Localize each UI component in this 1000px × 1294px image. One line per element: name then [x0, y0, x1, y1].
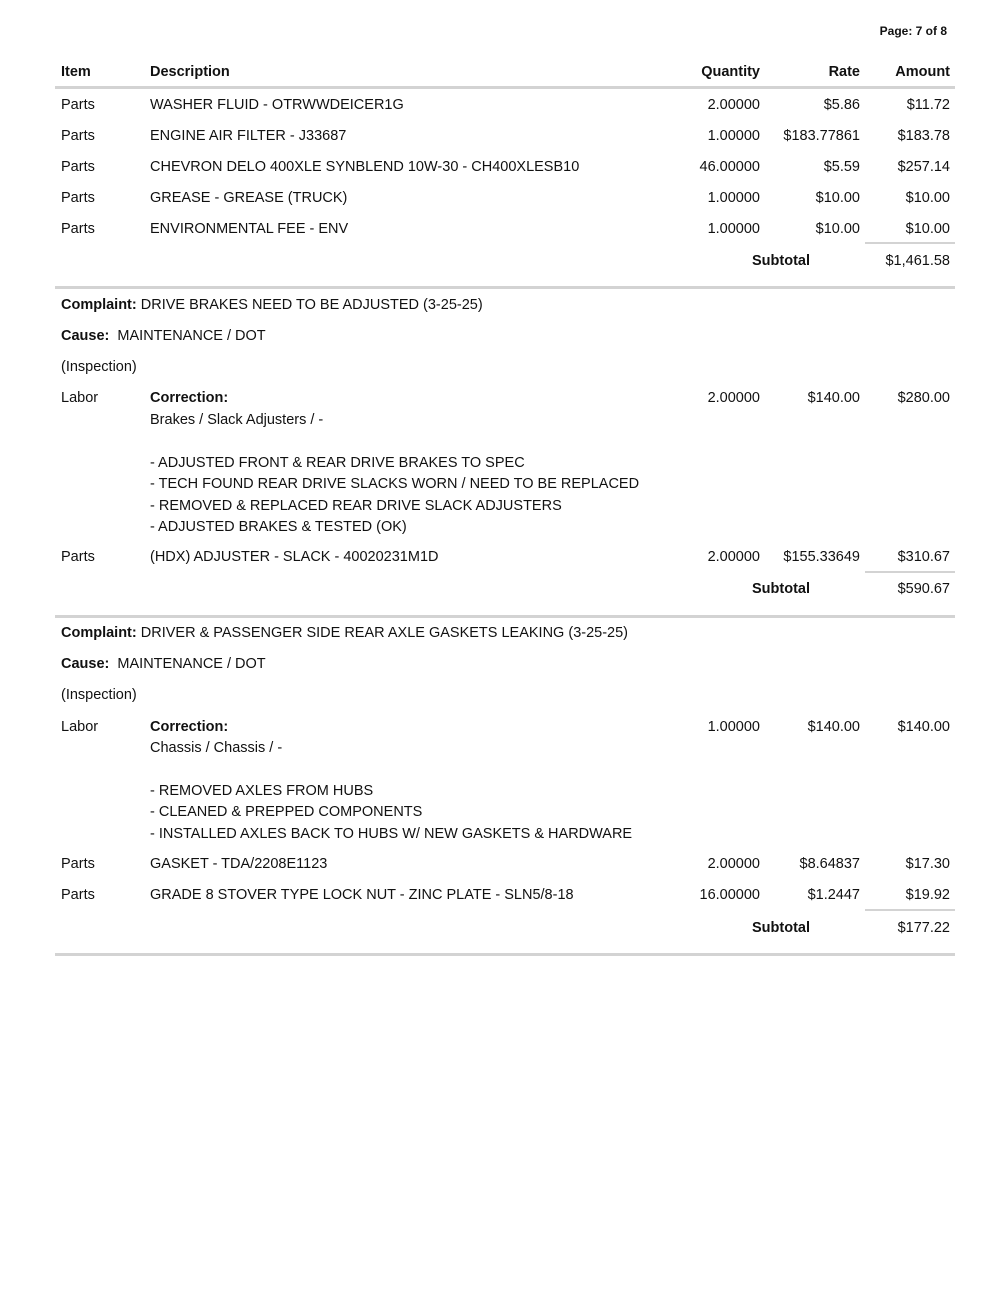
row-description: ENVIRONMENTAL FEE - ENV: [150, 221, 349, 237]
table-row: [61, 188, 950, 208]
table-row: [61, 157, 950, 177]
row-item: Labor: [61, 719, 99, 735]
complaint-label: Complaint:: [61, 297, 137, 313]
complaint-text: DRIVER & PASSENGER SIDE REAR AXLE GASKETS LEAKING (3-25-25): [140, 625, 629, 641]
labor-row: [61, 388, 950, 408]
row-item: Parts: [61, 97, 95, 113]
row-amount: $10.00: [905, 221, 950, 237]
subtotal-label: Subtotal: [752, 581, 810, 597]
row-item: Parts: [61, 128, 95, 144]
complaint-text: DRIVE BRAKES NEED TO BE ADJUSTED (3-25-25): [140, 297, 483, 313]
cause-text: MAINTENANCE / DOT: [117, 656, 266, 672]
table-row: [61, 219, 950, 239]
complaint-row: [61, 295, 950, 315]
subtotal-divider: [865, 242, 955, 244]
correction-details: [150, 410, 639, 538]
row-description: (HDX) ADJUSTER - SLACK - 40020231M1D: [150, 549, 439, 565]
row-rate: $140.00: [807, 390, 860, 406]
correction-line: [150, 431, 639, 452]
row-amount: $17.30: [905, 856, 950, 872]
subtotal-value: $177.22: [897, 920, 950, 936]
table-row: [61, 547, 950, 567]
row-quantity: 1.00000: [707, 128, 760, 144]
subtotal-row: [61, 579, 950, 599]
correction-line: - INSTALLED AXLES BACK TO HUBS W/ NEW GASKETS & HARDWARE: [150, 825, 633, 842]
complaint-label: Complaint:: [61, 625, 137, 641]
row-amount: $19.92: [905, 887, 950, 903]
subtotal-label: Subtotal: [752, 253, 810, 269]
row-item: Parts: [61, 549, 95, 565]
row-quantity: 2.00000: [707, 856, 760, 872]
correction-line: - TECH FOUND REAR DRIVE SLACKS WORN / NEED TO BE REPLACED: [150, 476, 640, 493]
row-item: Parts: [61, 159, 95, 175]
row-quantity: 16.00000: [699, 887, 760, 903]
row-item: Parts: [61, 221, 95, 237]
row-amount: $10.00: [905, 190, 950, 206]
header-amount: Amount: [895, 64, 950, 80]
header-quantity: Quantity: [701, 64, 760, 80]
subtotal-divider: [865, 909, 955, 911]
cause-row: [61, 654, 950, 674]
row-description: GASKET - TDA/2208E1123: [150, 856, 328, 872]
cause-label: Cause:: [61, 328, 110, 344]
cause-text: MAINTENANCE / DOT: [117, 328, 266, 344]
row-rate: $8.64837: [799, 856, 860, 872]
row-quantity: 1.00000: [707, 719, 760, 735]
row-quantity: 1.00000: [707, 190, 760, 206]
complaint-row: [61, 623, 950, 643]
row-rate: $183.77861: [783, 128, 860, 144]
header-rate: Rate: [828, 64, 860, 80]
row-rate: $140.00: [807, 719, 860, 735]
row-amount: $140.00: [897, 719, 950, 735]
row-item: Labor: [61, 390, 99, 406]
row-quantity: 2.00000: [707, 97, 760, 113]
inspection-note: [61, 357, 950, 377]
table-row: [61, 95, 950, 115]
row-description: ENGINE AIR FILTER - J33687: [150, 128, 347, 144]
row-item: Parts: [61, 856, 95, 872]
table-row: [61, 126, 950, 146]
correction-line: - REMOVED & REPLACED REAR DRIVE SLACK ADJUSTERS: [150, 497, 562, 514]
subtotal-row: [61, 251, 950, 271]
correction-line: - CLEANED & PREPPED COMPONENTS: [150, 804, 423, 821]
row-amount: $257.14: [897, 159, 950, 175]
row-amount: $310.67: [897, 549, 950, 565]
subtotal-divider: [865, 571, 955, 573]
correction-line: - ADJUSTED BRAKES & TESTED (OK): [150, 519, 407, 536]
row-rate: $1.2447: [807, 887, 860, 903]
correction-line: Brakes / Slack Adjusters / -: [150, 412, 324, 428]
cause-row: [61, 326, 950, 346]
subtotal-value: $1,461.58: [885, 253, 950, 269]
correction-details: [150, 738, 632, 845]
correction-line: - ADJUSTED FRONT & REAR DRIVE BRAKES TO SPEC: [150, 454, 525, 471]
subtotal-row: [61, 918, 950, 938]
row-amount: $11.72: [906, 97, 950, 113]
table-row: [61, 854, 950, 874]
inspection-note: [61, 685, 950, 705]
inspection-text: (Inspection): [61, 359, 137, 375]
row-quantity: 1.00000: [707, 221, 760, 237]
row-description: GRADE 8 STOVER TYPE LOCK NUT - ZINC PLATE - SLN5/8-18: [150, 887, 574, 903]
row-rate: $5.59: [823, 159, 860, 175]
row-rate: $10.00: [815, 221, 860, 237]
section-divider: [55, 953, 955, 956]
row-description: CHEVRON DELO 400XLE SYNBLEND 10W-30 - CH400XLESB10: [150, 159, 580, 175]
row-amount: $183.78: [897, 128, 950, 144]
section-divider: [55, 286, 955, 289]
row-description: GREASE - GREASE (TRUCK): [150, 190, 348, 206]
row-quantity: 46.00000: [699, 159, 760, 175]
table-row: [61, 885, 950, 905]
header-item: Item: [61, 64, 91, 80]
correction-line: [150, 759, 632, 780]
labor-row: [61, 717, 950, 737]
correction-label: Correction:: [150, 390, 229, 406]
cause-label: Cause:: [61, 656, 110, 672]
header-divider: [55, 86, 955, 89]
row-rate: $155.33649: [783, 549, 860, 565]
row-rate: $5.86: [823, 97, 860, 113]
row-amount: $280.00: [897, 390, 950, 406]
page-number: Page: 7 of 8: [879, 24, 947, 38]
subtotal-label: Subtotal: [752, 920, 810, 936]
row-rate: $10.00: [815, 190, 860, 206]
row-quantity: 2.00000: [707, 549, 760, 565]
subtotal-value: $590.67: [897, 581, 950, 597]
table-header: [61, 64, 950, 82]
row-description: WASHER FLUID - OTRWWDEICER1G: [150, 97, 404, 113]
correction-line: - REMOVED AXLES FROM HUBS: [150, 782, 374, 799]
header-description: Description: [150, 64, 230, 80]
inspection-text: (Inspection): [61, 687, 137, 703]
correction-label: Correction:: [150, 719, 229, 735]
correction-line: Chassis / Chassis / -: [150, 740, 283, 756]
row-quantity: 2.00000: [707, 390, 760, 406]
row-item: Parts: [61, 887, 95, 903]
row-item: Parts: [61, 190, 95, 206]
section-divider: [55, 615, 955, 618]
